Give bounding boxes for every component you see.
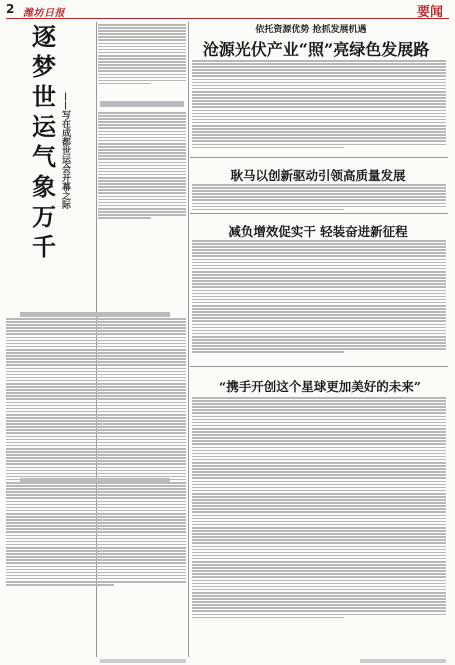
headline-char: 梦 (32, 52, 56, 81)
section-title: 要闻 (416, 5, 443, 20)
left-body-top (98, 24, 186, 86)
headline-char: 气 (32, 142, 56, 171)
article3-title: 减负增效促实干 轻装奋进新征程 (228, 224, 408, 239)
page-footer (360, 659, 446, 663)
article-divider (190, 157, 448, 158)
headline-char: 运 (32, 112, 56, 141)
article4-title: “携手开创这个星球更加美好的未来” (219, 379, 421, 394)
column-divider (188, 22, 189, 657)
article3-body (192, 240, 446, 354)
page-number: 2 (6, 2, 15, 16)
left-subheading (20, 478, 170, 483)
article1-title: 沧源光伏产业“照”亮绿色发展路 (202, 40, 430, 59)
headline-char: 世 (32, 82, 56, 111)
masthead (6, 2, 449, 19)
headline-char: 象 (32, 172, 56, 201)
article1-kicker: 依托资源优势 抢抓发展机遇 (255, 25, 367, 35)
article4-body (192, 397, 446, 620)
headline-char: 逐 (32, 22, 56, 51)
article-divider (190, 213, 448, 214)
left-body-wide (6, 318, 186, 587)
newspaper-logo: 潍坊日报 (23, 8, 65, 19)
article-divider (190, 366, 448, 367)
page-footer (100, 659, 186, 663)
left-subheading (100, 101, 184, 107)
article1-body (192, 60, 446, 150)
left-body-mid (98, 112, 186, 220)
headline-char: 千 (32, 232, 56, 261)
left-subheading (20, 312, 170, 317)
article2-body (192, 184, 446, 212)
left-subtitle: ——写在成都世运会开幕之际 (60, 92, 70, 209)
article2-title: 耿马以创新驱动引领高质量发展 (230, 168, 406, 183)
headline-char: 万 (32, 202, 56, 231)
